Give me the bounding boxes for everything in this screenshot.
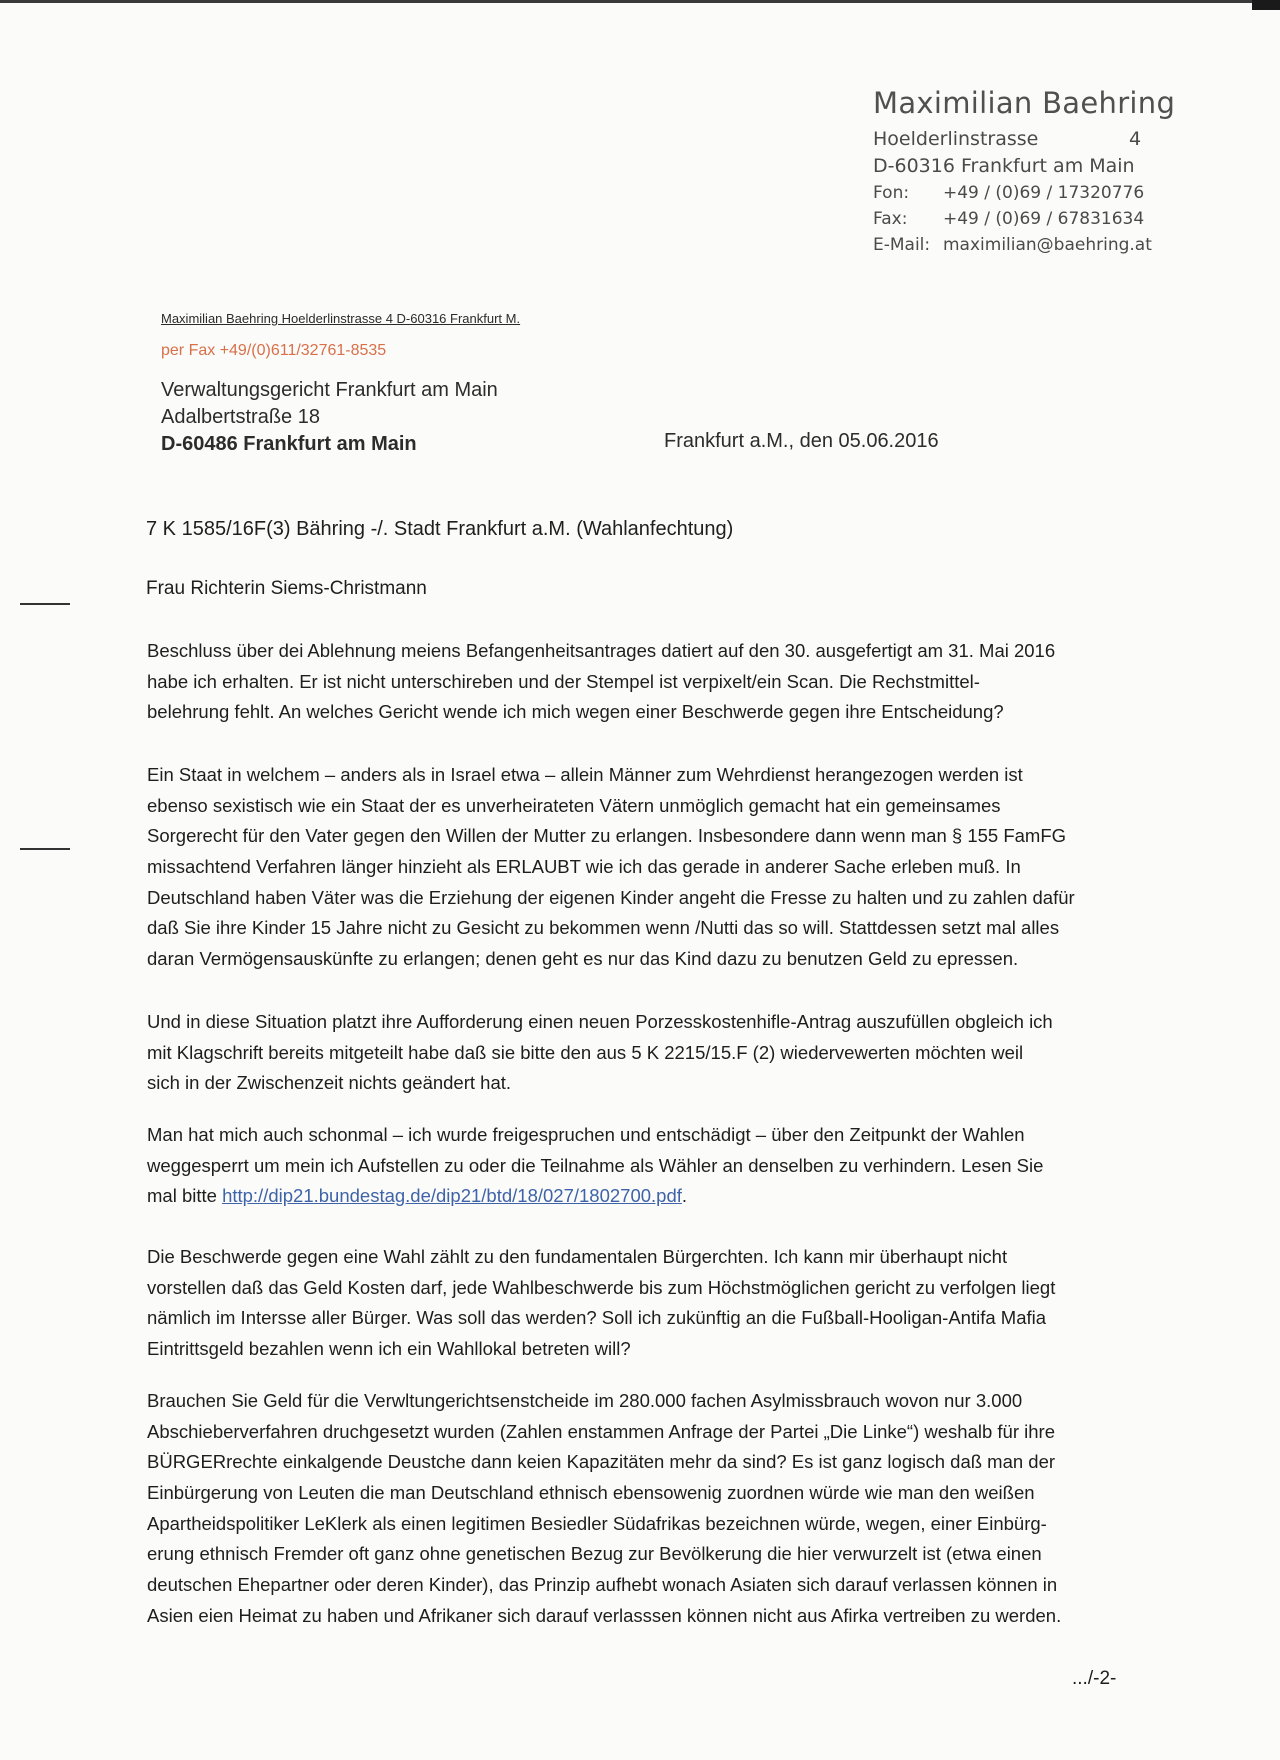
text-line: daran Vermögensauskünfte zu erlangen; denen geht es nur das Kind dazu zu benutzen Geld zu epressen. [147,948,1019,970]
text-line: mit Klagschrift bereits mitgeteilt habe daß sie bitte den aus 5 K 2215/15.F (2) wiedervewerten möchten weil [147,1041,1024,1063]
text-line: Asien eien Heimat zu haben und Afrikaner sich darauf verlasssen können nicht aus Afirka vertreiben zu werden. [147,1604,1062,1626]
text-line: Die Beschwerde gegen eine Wahl zählt zu den fundamentalen Bürgerchten. Ich kann mir überhaupt nicht [147,1246,1008,1267]
paragraph-4 [147,1120,1147,1212]
recipient-line-2: Adalbertstraße 18 [161,406,320,428]
text-line: Man hat mich auch schonmal – ich wurde freigespruchen und entschädigt – über den Zeitpunkt der Wahlen [147,1124,1025,1145]
paragraph-2 [147,760,1147,975]
sender-street: Hoelderlinstrasse [873,128,1039,150]
text-line: Einbürgerung von Leuten die man Deutschland ethnisch ebensowenig zuordnen würde wie man den weißen [147,1482,1035,1504]
text-line: Apartheidspolitiker LeKlerk als einen legitimen Besiedler Südafrikas bezeichnen würde, wegen, einer Einbürg- [147,1512,1047,1534]
text-line: vorstellen daß das Geld Kosten darf, jede Wahlbeschwerde bis zum Höchstmöglichen gericht zu verfolgen liegt [147,1276,1056,1298]
text-line: erung ethnisch Fremder oft ganz ohne genetischen Bezug zur Bevölkerung die hier verwurzelt ist (etwa einen [147,1543,1042,1565]
scan-top-edge [0,0,1280,3]
sender-fax-line [873,206,1273,232]
sender-phone-line [873,180,1273,206]
bundestag-pdf-link[interactable]: http://dip21.bundestag.de/dip21/btd/18/027/1802700.pdf [222,1185,682,1207]
phone-label: Fon: [873,183,910,203]
recipient-line-1: Verwaltungsgericht Frankfurt am Main [161,379,498,401]
page-continuation-marker: .../-2- [1072,1668,1117,1689]
phone-number: +49 / (0)69 / 17320776 [943,183,1145,203]
text-line: sich in der Zwischenzeit nichts geändert hat. [147,1072,512,1094]
recipient-address [161,377,498,458]
email-address: maximilian@baehring.at [943,235,1152,255]
recipient-line-3: D-60486 Frankfurt am Main [161,433,417,455]
via-fax-note: per Fax +49/(0)611/32761-8535 [161,342,387,359]
scan-corner-mark [1252,0,1280,10]
link-prefix: mal bitte [147,1185,223,1207]
salutation: Frau Richterin Siems-Christmann [146,578,427,599]
text-line: habe ich erhalten. Er ist nicht unterschireben und der Stempel ist verpixelt/ein Scan. Die Rechstmittel- [147,670,980,692]
text-line: nämlich im Intersse aller Bürger. Was soll das werden? Soll ich zukünftig an die Fußball-Hooligan-Antifa Mafia [147,1307,1047,1329]
text-line: belehrung fehlt. An welches Gericht wende ich mich wegen einer Beschwerde gegen ihre Entscheidung? [147,701,1004,723]
text-line: Deutschland haben Väter was die Erziehung der eigenen Kinder angeht die Fresse zu halten und zu zahlen dafür [147,886,1075,908]
return-address: Maximilian Baehring Hoelderlinstrasse 4 D-60316 Frankfurt M. [161,311,521,326]
text-line: deutschen Ehepartner oder deren Kinder), das Prinzip aufhebt wonach Asiaten sich darauf verlassen können in [147,1574,1058,1596]
sender-email-line [873,232,1273,258]
link-line [147,1181,1147,1212]
sender-name: Maximilian Baehring [873,86,1176,120]
fold-mark-top [20,603,70,605]
text-line: Sorgerecht für den Vater gegen den Willen der Mutter zu erlangen. Insbesondere dann wenn man § 155 FamFG [147,825,1067,847]
sender-letterhead [873,86,1273,258]
fold-mark-middle [20,848,70,850]
sender-house-number: 4 [1129,128,1142,150]
letter-date: Frankfurt a.M., den 05.06.2016 [664,430,939,452]
text-line: Brauchen Sie Geld für die Verwltungerichtsenstcheide im 280.000 fachen Asylmissbrauch wovon nur 3.000 [147,1390,1023,1411]
paragraph-1 [147,636,1147,728]
text-line: Beschluss über dei Ablehnung meiens Befangenheitsantrages datiert auf den 30. ausgefertigt am 31. Mai 2016 [147,640,1056,661]
text-line: missachtend Verfahren länger hinzieht als ERLAUBT wie ich das gerade in anderer Sache erleben muß. In [147,856,1021,878]
text-line: BÜRGERrechte einkalgende Deustche dann keien Kapazitäten mehr da sind? Es ist ganz logisch daß man der [147,1451,1056,1473]
email-label: E-Mail: [873,235,931,255]
paragraph-3 [147,1007,1147,1099]
paragraph-6 [147,1386,1147,1632]
text-line: weggesperrt um mein ich Aufstellen zu oder die Teilnahme als Wähler an denselben zu verhindern. Lesen Sie [147,1154,1044,1176]
text-line: Eintrittsgeld bezahlen wenn ich ein Wahllokal betreten will? [147,1338,631,1360]
fax-label: Fax: [873,209,908,229]
sender-city: D-60316 Frankfurt am Main [873,155,1135,177]
paragraph-5 [147,1242,1147,1365]
text-line: ebenso sexistisch wie ein Staat der es unverheirateten Vätern unmöglich gemacht hat ein gemeinsames [147,794,1001,816]
text-line: Und in diese Situation platzt ihre Aufforderung einen neuen Porzesskostenhifle-Antrag auszufüllen obgleich ich [147,1011,1053,1032]
text-line: Ein Staat in welchem – anders als in Israel etwa – allein Männer zum Wehrdienst herangezogen werden ist [147,764,1023,785]
sender-street-line [873,126,1273,153]
case-reference: 7 K 1585/16F(3) Bähring -/. Stadt Frankfurt a.M. (Wahlanfechtung) [146,518,734,540]
text-line: Abschieberverfahren druchgesetzt wurden (Zahlen enstammen Anfrage der Partei „Die Linke“) weshalb für ihre [147,1420,1055,1442]
text-line: daß Sie ihre Kinder 15 Jahre nicht zu Gesicht zu bekommen wenn /Nutti das so will. Stattdessen setzt mal alles [147,917,1060,939]
fax-number: +49 / (0)69 / 67831634 [943,209,1145,229]
link-suffix: . [681,1185,688,1207]
